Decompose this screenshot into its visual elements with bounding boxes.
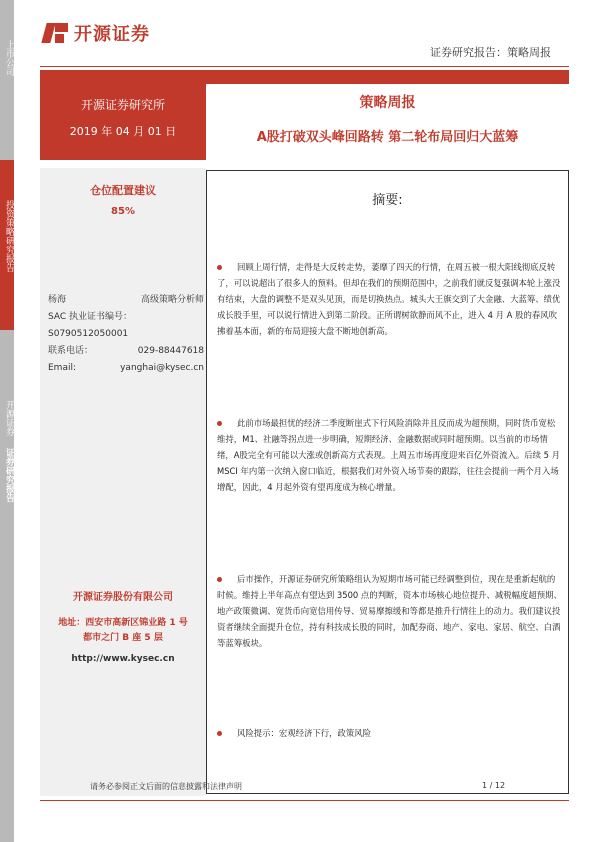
footer-disclaimer: 请务必参阅正文后面的信息披露和法律声明 bbox=[90, 782, 242, 791]
analyst-info bbox=[48, 292, 204, 377]
institute-name: 开源证券研究所 bbox=[80, 98, 165, 112]
logo-mark-icon bbox=[44, 20, 70, 46]
bullet-icon bbox=[217, 577, 222, 582]
page-number: 1 / 12 bbox=[482, 781, 506, 790]
bullet-icon bbox=[217, 421, 222, 426]
email-label: Email: bbox=[48, 363, 77, 373]
summary-paragraph-text: 风险提示：宏观经济下行，政策风险 bbox=[237, 728, 371, 738]
analyst-title: 高级策略分析师 bbox=[140, 295, 204, 305]
header-divider bbox=[40, 66, 569, 67]
bullet-icon bbox=[217, 731, 222, 736]
allocation-label: 仓位配置建议 bbox=[90, 184, 156, 197]
sac-label: SAC 执业证书编号： bbox=[48, 312, 133, 322]
sidebar-panel bbox=[40, 168, 206, 796]
summary-paragraph-review bbox=[217, 259, 562, 339]
side-strip-top bbox=[0, 0, 14, 160]
side-strip-label-brand: 开源证券 bbox=[4, 400, 14, 436]
analyst-name: 杨海 bbox=[48, 295, 67, 305]
institute-block bbox=[40, 70, 206, 160]
header-accent-bar bbox=[206, 70, 569, 84]
column-title: 策略周报 bbox=[359, 95, 416, 111]
side-strip-label-report-category: 投资策略研究报告 bbox=[4, 200, 14, 272]
report-headline: A股打破双头峰回路转 第二轮布局回归大蓝筹 bbox=[256, 130, 519, 145]
sac-number: S0790512050001 bbox=[48, 329, 129, 339]
summary-paragraph-risk bbox=[217, 725, 562, 741]
phone-number: 029-88447618 bbox=[137, 346, 204, 356]
allocation-value: 85% bbox=[111, 206, 135, 217]
summary-paragraph-strategy bbox=[217, 571, 562, 651]
email-address[interactable]: yanghai@kysec.cn bbox=[120, 363, 204, 373]
summary-title: 摘要: bbox=[372, 193, 403, 208]
summary-paragraph-macro bbox=[217, 415, 562, 495]
side-strip-label-research: 证券研究报告 bbox=[4, 448, 14, 502]
summary-paragraph-text: 此前市场最担忧的经济二季度断崖式下行风险消除并且反而成为超预期，同时货币宽松维持，M1、社融等拐点进一步明确，短期经济、金融数据或同时超预期。以当前的市场情绪，A股完全有可能以大涨或创新高方式表现。上周五市场再度迎来百亿外资流入。后续 5 月 MSCI 年内第一次纳入窗口临近，根据我们对外资入场节奏的跟踪，往往会提前一两个月入场增配，因此，4 月起外资有望再度成为核心增量。 bbox=[217, 418, 561, 492]
report-date: 2019 年 04 月 01 日 bbox=[69, 125, 177, 138]
company-website-link[interactable]: http://www.kysec.cn bbox=[71, 654, 175, 664]
side-strip-label-listed-company: 上市公司 bbox=[4, 40, 14, 76]
report-type-label: 证券研究报告：策略周报 bbox=[430, 46, 551, 59]
footer-divider bbox=[40, 800, 569, 801]
address-line-2: 都市之门 B 座 5 层 bbox=[83, 633, 163, 643]
company-address bbox=[40, 616, 206, 646]
address-line-1: 地址：西安市高新区锦业路 1 号 bbox=[58, 618, 188, 628]
logo-text: 开源证券 bbox=[74, 24, 150, 45]
company-name: 开源证券股份有限公司 bbox=[73, 592, 173, 603]
summary-paragraph-text: 回顾上周行情，走得是大反转走势，萎靡了四天的行情，在周五被一根大阳线彻底反转了，可以说超出了很多人的预料。但却在我们的预期范围中，之前我们就反复强调本轮上涨没有结束，大盘的调整不是双头见顶，而是切换热点。城头大王旗交到了大金融、大蓝筹、绩优成长股手里，可以说行情进入到第二阶段。正所谓树欲静而风不止，进入 4 月 A 股的春风吹拂着基本面，新的布局迎接大盘不断地创新高。 bbox=[217, 262, 561, 336]
summary-paragraph-text: 后市操作，开源证券研究所策略组认为短期市场可能已经调整到位，现在是重新起航的时候。维持上半年高点有望达到 3500 点的判断，资本市场核心地位提升、减税幅度超预期、地产政策微调、宽货币向宽信用传导、贸易摩擦缓和等都是推升行情往上的动力。我们建议投资者继续全面提升仓位，持有科技成长股的同时，加配券商、地产、家电、家居、航空、白酒等蓝筹板块。 bbox=[217, 574, 562, 648]
bullet-icon bbox=[217, 265, 222, 270]
phone-label: 联系电话： bbox=[48, 346, 94, 356]
summary-panel bbox=[206, 170, 569, 794]
company-logo bbox=[44, 20, 150, 46]
